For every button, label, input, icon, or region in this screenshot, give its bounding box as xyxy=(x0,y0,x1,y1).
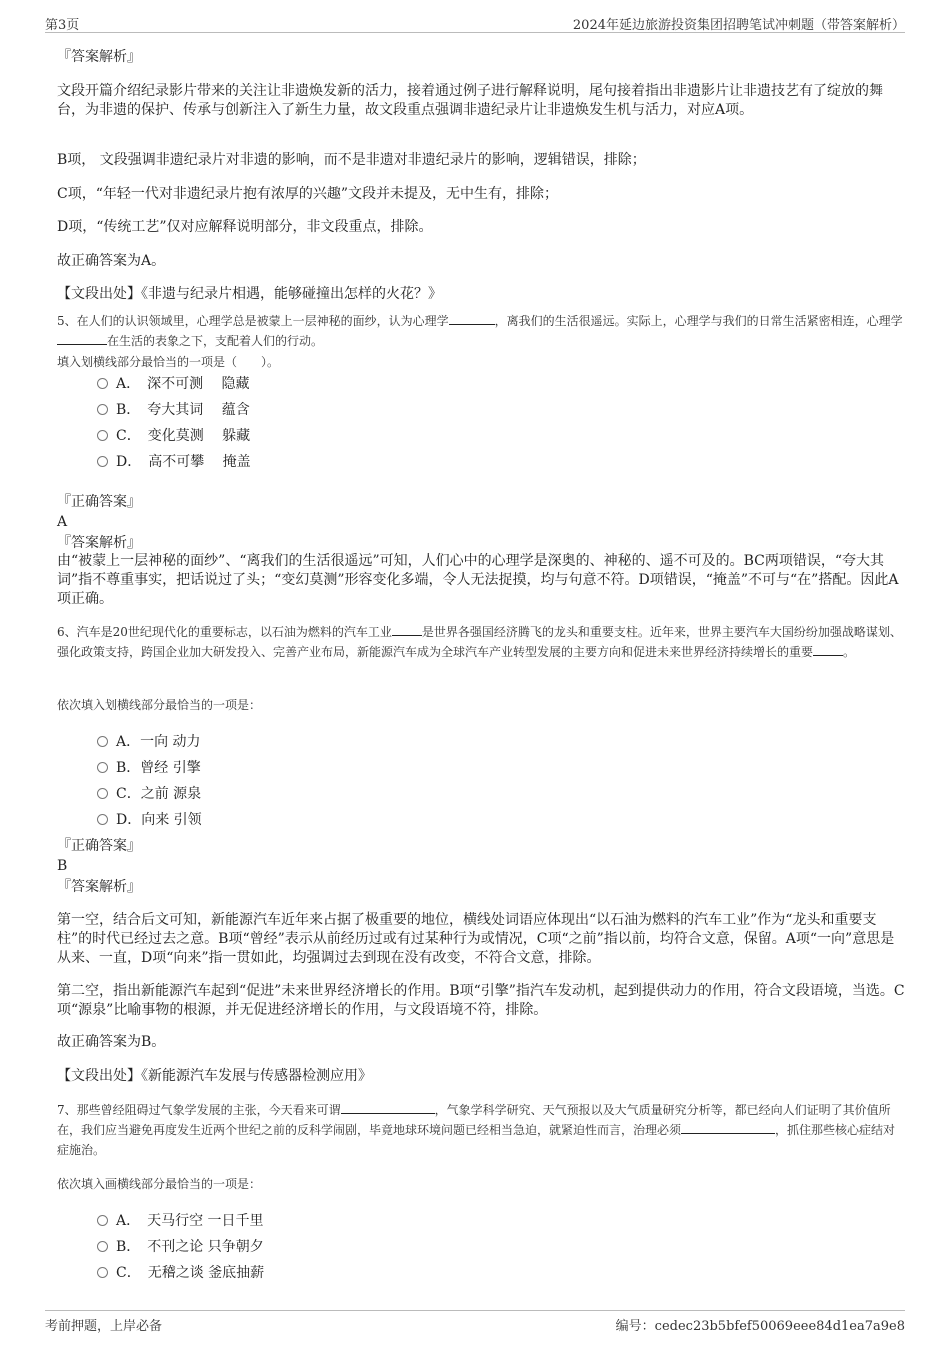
q5-stem-part: 5、在人们的认识领域里，心理学总是被蒙上一层神秘的面纱，认为心理学 xyxy=(57,314,449,328)
radio-icon[interactable] xyxy=(97,378,108,389)
q6-option-c[interactable]: C．之前 源泉 xyxy=(97,783,201,803)
page-header xyxy=(45,12,905,33)
q6-option-d[interactable]: D．向来 引领 xyxy=(97,809,202,829)
radio-icon[interactable] xyxy=(97,1241,108,1252)
q4-analysis-label: 『答案解析』 xyxy=(57,49,141,65)
q4-source: 【文段出处】《非遗与纪录片相遇，能够碰撞出怎样的火花？》 xyxy=(57,286,442,302)
q5-answer: A xyxy=(57,514,68,530)
q6-stem-part: 6、汽车是20世纪现代化的重要标志，以石油为燃料的汽车工业 xyxy=(57,625,392,639)
q6-stem-part: 是世界各强国经济腾飞的龙头和重要支柱。近年来，世界主要汽车大国纷纷加强战略谋划、强化政策支持，跨国企业加大研发投入、完善产业布局，新能源汽车成为全球汽车产业转型发展的主要方向和促进未来世界经济持续增长的重要 xyxy=(57,625,902,659)
q7-option-b[interactable]: B． 不刊之论 只争朝夕 xyxy=(97,1236,264,1256)
radio-icon[interactable] xyxy=(97,762,108,773)
q6-blank-1 xyxy=(392,635,422,636)
q5-option-d[interactable]: D． 高不可攀 掩盖 xyxy=(97,451,251,471)
q7-stem-part: ，气象学科学研究、天气预报以及大气质量研究分析等，都已经向人们证明了其价值所在，我们应当避免再度发生近两个世纪之前的反科学闹剧，毕竟地球环境问题已经相当急迫，就紧迫性而言，治理必须 xyxy=(57,1103,891,1137)
q4-analysis-p2: B项， 文段强调非遗纪录片对非遗的影响，而不是非遗对非遗纪录片的影响，逻辑错误，排除； xyxy=(57,152,646,168)
q6-correct-label: 『正确答案』 xyxy=(57,838,141,854)
q5-stem-part: 紧密相连，心理学 xyxy=(806,314,903,328)
footer-slogan: 考前押题，上岸必备 xyxy=(45,1319,163,1334)
q5-correct-label: 『正确答案』 xyxy=(57,494,141,510)
q4-analysis-p4: D项，“传统工艺”仅对应解释说明部分，非文段重点，排除。 xyxy=(57,219,433,235)
q7-option-a[interactable]: A． 天马行空 一日千里 xyxy=(97,1210,264,1230)
q5-analysis: 由“被蒙上一层神秘的面纱”、“离我们的生活很遥远”可知，人们心中的心理学是深奥的、神秘的、遥不可及的。BC两项错误，“夸大其词”指不尊重事实，把话说过了头；“变幻莫测”形容变化多端，令人无法捉摸，均与句意不符。D项错误，“掩盖”不可与“在”搭配。因此A项正确。 xyxy=(57,553,899,607)
q6-stem xyxy=(57,622,905,662)
q6-option-a[interactable]: A．一向 动力 xyxy=(97,731,201,751)
q6-blank-2 xyxy=(813,655,843,656)
radio-icon[interactable] xyxy=(97,1267,108,1278)
q5-analysis-label: 『答案解析』 xyxy=(57,535,141,551)
q4-conclusion: 故正确答案为A。 xyxy=(57,253,166,269)
document-title: 2024年延边旅游投资集团招聘笔试冲刺题（带答案解析） xyxy=(572,18,905,33)
radio-icon[interactable] xyxy=(97,736,108,747)
q5-prompt: 填入划横线部分最恰当的一项是（ ）。 xyxy=(57,355,280,369)
q6-answer: B xyxy=(57,858,68,874)
q6-analysis-p1: 第一空，结合后文可知，新能源汽车近年来占据了极重要的地位，横线处词语应体现出“以石油为燃料的汽车工业”作为“龙头和重要支柱”的时代已经过去之意。B项“曾经”表示从前经历过或有过某种行为或情况，C项“之前”指以前，均符合文意，保留。A项“一向”意思是从来、一直，D项“向来”指一贯如此，均强调过去到现在没有改变，不符合文意，排除。 xyxy=(57,912,895,966)
q5-option-b[interactable]: B． 夸大其词 蕴含 xyxy=(97,399,250,419)
q5-stem-part: 在生活的表象之下，支配着人们的行动。 xyxy=(107,334,324,348)
page-footer xyxy=(45,1310,905,1335)
q7-prompt: 依次填入画横线部分最恰当的一项是： xyxy=(57,1177,262,1191)
q6-source: 【文段出处】《新能源汽车发展与传感器检测应用》 xyxy=(57,1068,372,1084)
q7-stem xyxy=(57,1100,905,1160)
q5-blank-1 xyxy=(449,324,495,325)
q5-blank-2 xyxy=(57,344,107,345)
radio-icon[interactable] xyxy=(97,788,108,799)
page-number: 第3页 xyxy=(45,18,80,33)
q6-analysis-p2: 第二空，指出新能源汽车起到“促进”未来世界经济增长的作用。B项“引擎”指汽车发动机，起到提供动力的作用，符合文段语境，当选。C项“源泉”比喻事物的根源，并无促进经济增长的作用，与文段语境不符，排除。 xyxy=(57,983,905,1018)
q7-stem-part: ，抓住那些核心症结对症施治。 xyxy=(57,1123,896,1157)
q5-stem-part: ，离我们的生活很遥远。实际上，心理学与我们的日常生活 xyxy=(494,314,807,328)
q5-option-c[interactable]: C． 变化莫测 躲藏 xyxy=(97,425,250,445)
q6-stem-part: 。 xyxy=(843,645,856,659)
document-id: 编号：cedec23b5bfef50069eee84d1ea7a9e8 xyxy=(615,1319,905,1334)
q7-option-c[interactable]: C． 无稽之谈 釜底抽薪 xyxy=(97,1262,264,1282)
radio-icon[interactable] xyxy=(97,430,108,441)
q5-option-a[interactable]: A． 深不可测 隐藏 xyxy=(97,373,250,393)
q7-blank-2 xyxy=(681,1133,775,1134)
q6-option-b[interactable]: B．曾经 引擎 xyxy=(97,757,201,777)
q5-stem xyxy=(57,311,905,351)
q6-conclusion: 故正确答案为B。 xyxy=(57,1034,166,1050)
radio-icon[interactable] xyxy=(97,456,108,467)
radio-icon[interactable] xyxy=(97,1215,108,1226)
q6-analysis-label: 『答案解析』 xyxy=(57,879,141,895)
q4-analysis-p1: 文段开篇介绍纪录影片带来的关注让非遗焕发新的活力，接着通过例子进行解释说明，尾句接着指出非遗影片让非遗技艺有了绽放的舞台，为非遗的保护、传承与创新注入了新生力量，故文段重点强调非遗纪录片让非遗焕发生机与活力，对应A项。 xyxy=(57,83,883,118)
radio-icon[interactable] xyxy=(97,814,108,825)
q7-stem-part: 7、那些曾经阻碍过气象学发展的主张，今天看来可谓 xyxy=(57,1103,341,1117)
q7-blank-1 xyxy=(341,1113,435,1114)
radio-icon[interactable] xyxy=(97,404,108,415)
q4-analysis-p3: C项，“年轻一代对非遗纪录片抱有浓厚的兴趣”文段并未提及，无中生有，排除； xyxy=(57,186,559,202)
q6-prompt: 依次填入划横线部分最恰当的一项是： xyxy=(57,698,262,712)
